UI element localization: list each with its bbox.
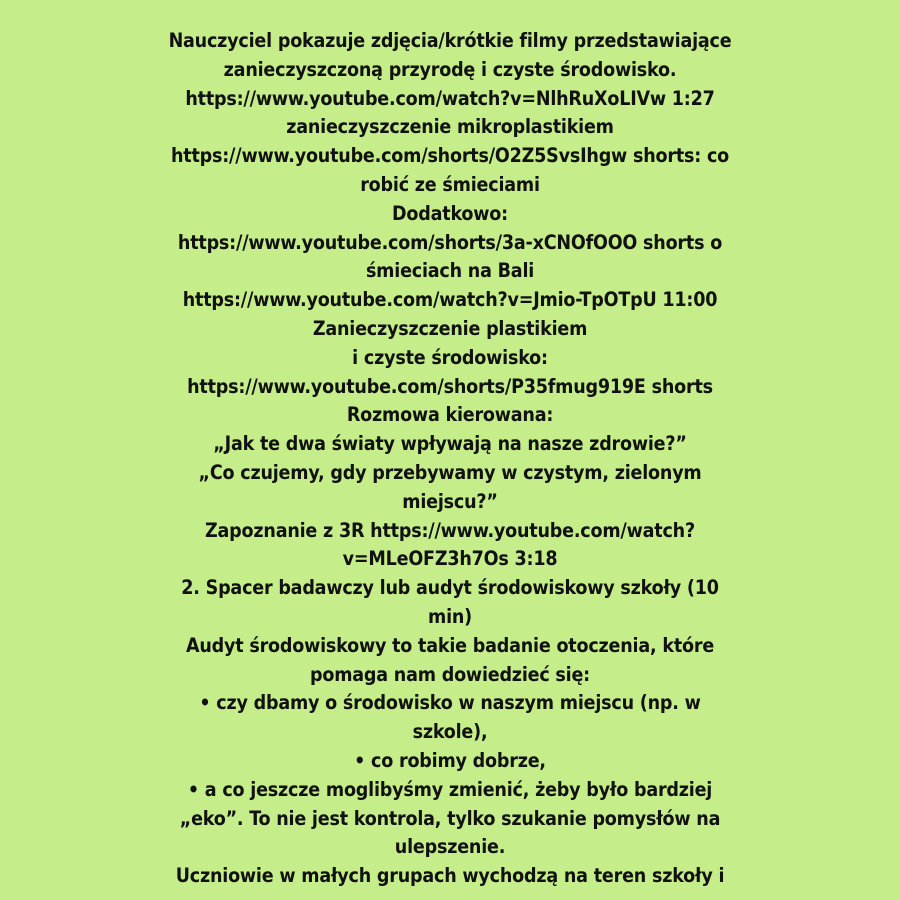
bullet-item: • a co jeszcze moglibyśmy zmienić, żeby było bardziej [187, 777, 713, 801]
video-caption-4: Zanieczyszczenie plastikiem [312, 316, 588, 340]
bullet-item: „eko”. To nie jest kontrola, tylko szukanie pomysłów na [179, 806, 721, 830]
section-heading: 2. Spacer badawczy lub audyt środowiskowy szkoły (10 [181, 576, 719, 600]
video-link-1[interactable]: https://www.youtube.com/watch?v=NlhRuXoLIVw 1:27 [185, 86, 715, 110]
clean-environment-label: i czyste środowisko: [352, 345, 548, 369]
bullet-item: ulepszenie. [394, 835, 506, 859]
video-link-4[interactable]: https://www.youtube.com/watch?v=Jmio-TpOTpU 11:00 [182, 288, 718, 312]
lesson-text [60, 27, 840, 891]
discussion-label: Rozmowa kierowana: [346, 403, 554, 427]
video-link-2[interactable]: https://www.youtube.com/shorts/O2Z5SvsIhgw shorts: co [170, 144, 730, 168]
instruction-line: Uczniowie w małych grupach wychodzą na teren szkoły i [175, 864, 725, 888]
video-caption-1: zanieczyszczenie mikroplastikiem [286, 115, 614, 139]
discussion-question: „Co czujemy, gdy przebywamy w czystym, zielonym [198, 460, 702, 484]
discussion-question: „Jak te dwa światy wpływają na nasze zdrowie?” [213, 432, 687, 456]
additional-label: Dodatkowo: [392, 201, 508, 225]
discussion-question: miejscu?” [402, 489, 498, 513]
video-link-5[interactable]: https://www.youtube.com/shorts/P35fmug919E shorts [187, 374, 713, 398]
audit-definition: pomaga nam dowiedzieć się: [309, 662, 591, 686]
audit-definition: Audyt środowiskowy to takie badanie otoczenia, które [185, 633, 715, 657]
video-caption-2: robić ze śmieciami [360, 172, 540, 196]
bullet-item: szkole), [412, 720, 488, 744]
three-r-link[interactable]: v=MLeOFZ3h7Os 3:18 [342, 547, 558, 571]
intro-line: Nauczyciel pokazuje zdjęcia/krótkie filmy przedstawiające [168, 29, 732, 52]
three-r-link[interactable]: Zapoznanie z 3R https://www.youtube.com/watch? [205, 518, 695, 542]
video-caption-3: śmieciach na Bali [365, 259, 535, 283]
intro-line: zanieczyszczoną przyrodę i czyste środowisko. [223, 57, 677, 81]
video-link-3[interactable]: https://www.youtube.com/shorts/3a-xCNOfOOO shorts o [177, 230, 723, 254]
bullet-item: • czy dbamy o środowisko w naszym miejscu (np. w [199, 691, 701, 715]
section-heading: min) [428, 604, 472, 628]
bullet-item: • co robimy dobrze, [354, 748, 546, 772]
